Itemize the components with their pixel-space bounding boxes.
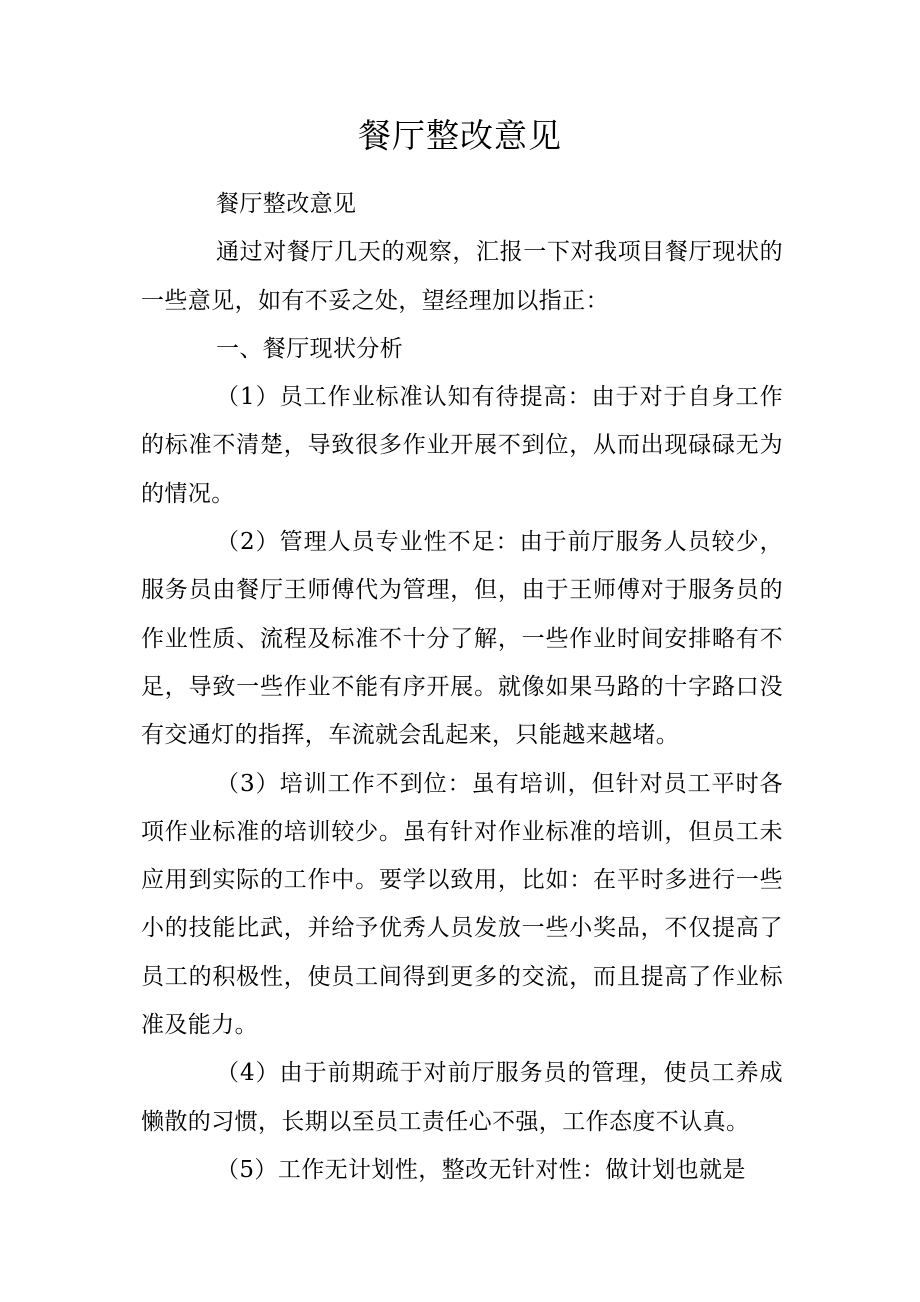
paragraph-item-2: （2）管理人员专业性不足：由于前厅服务人员较少，服务员由餐厅王师傅代为管理，但，由于王师傅对于服务员的作业性质、流程及标准不十分了解，一些作业时间安排略有不足，导致一些作业不能有序开展。就像如果马路的十字路口没有交通灯的指挥，车流就会乱起来，只能越来越堵。 [141, 529, 783, 749]
section-heading: 一、餐厅现状分析 [216, 335, 404, 362]
paragraph-intro: 通过对餐厅几天的观察，汇报一下对我项目餐厅现状的一些意见，如有不妥之处，望经理加以指正： [141, 239, 783, 314]
paragraph-item-1: （1）员工作业标准认知有待提高：由于对于自身工作的标准不清楚，导致很多作业开展不到位，从而出现碌碌无为的情况。 [141, 384, 783, 507]
paragraph-item-3: （3）培训工作不到位：虽有培训，但针对员工平时各项作业标准的培训较少。虽有针对作业标准的培训，但员工未应用到实际的工作中。要学以致用，比如：在平时多进行一些小的技能比武，并给予优秀人员发放一些小奖品，不仅提高了员工的积极性，使员工间得到更多的交流，而且提高了作业标准及能力。 [141, 770, 783, 1039]
paragraph-item-4: （4）由于前期疏于对前厅服务员的管理，使员工养成懒散的习惯，长期以至员工责任心不强，工作态度不认真。 [141, 1060, 783, 1135]
paragraph-item-5: （5）工作无计划性，整改无针对性：做计划也就是 [216, 1156, 746, 1183]
document-title: 餐厅整改意见 [358, 116, 562, 155]
paragraph-heading: 餐厅整改意见 [216, 191, 357, 217]
document-body [141, 180, 783, 1194]
